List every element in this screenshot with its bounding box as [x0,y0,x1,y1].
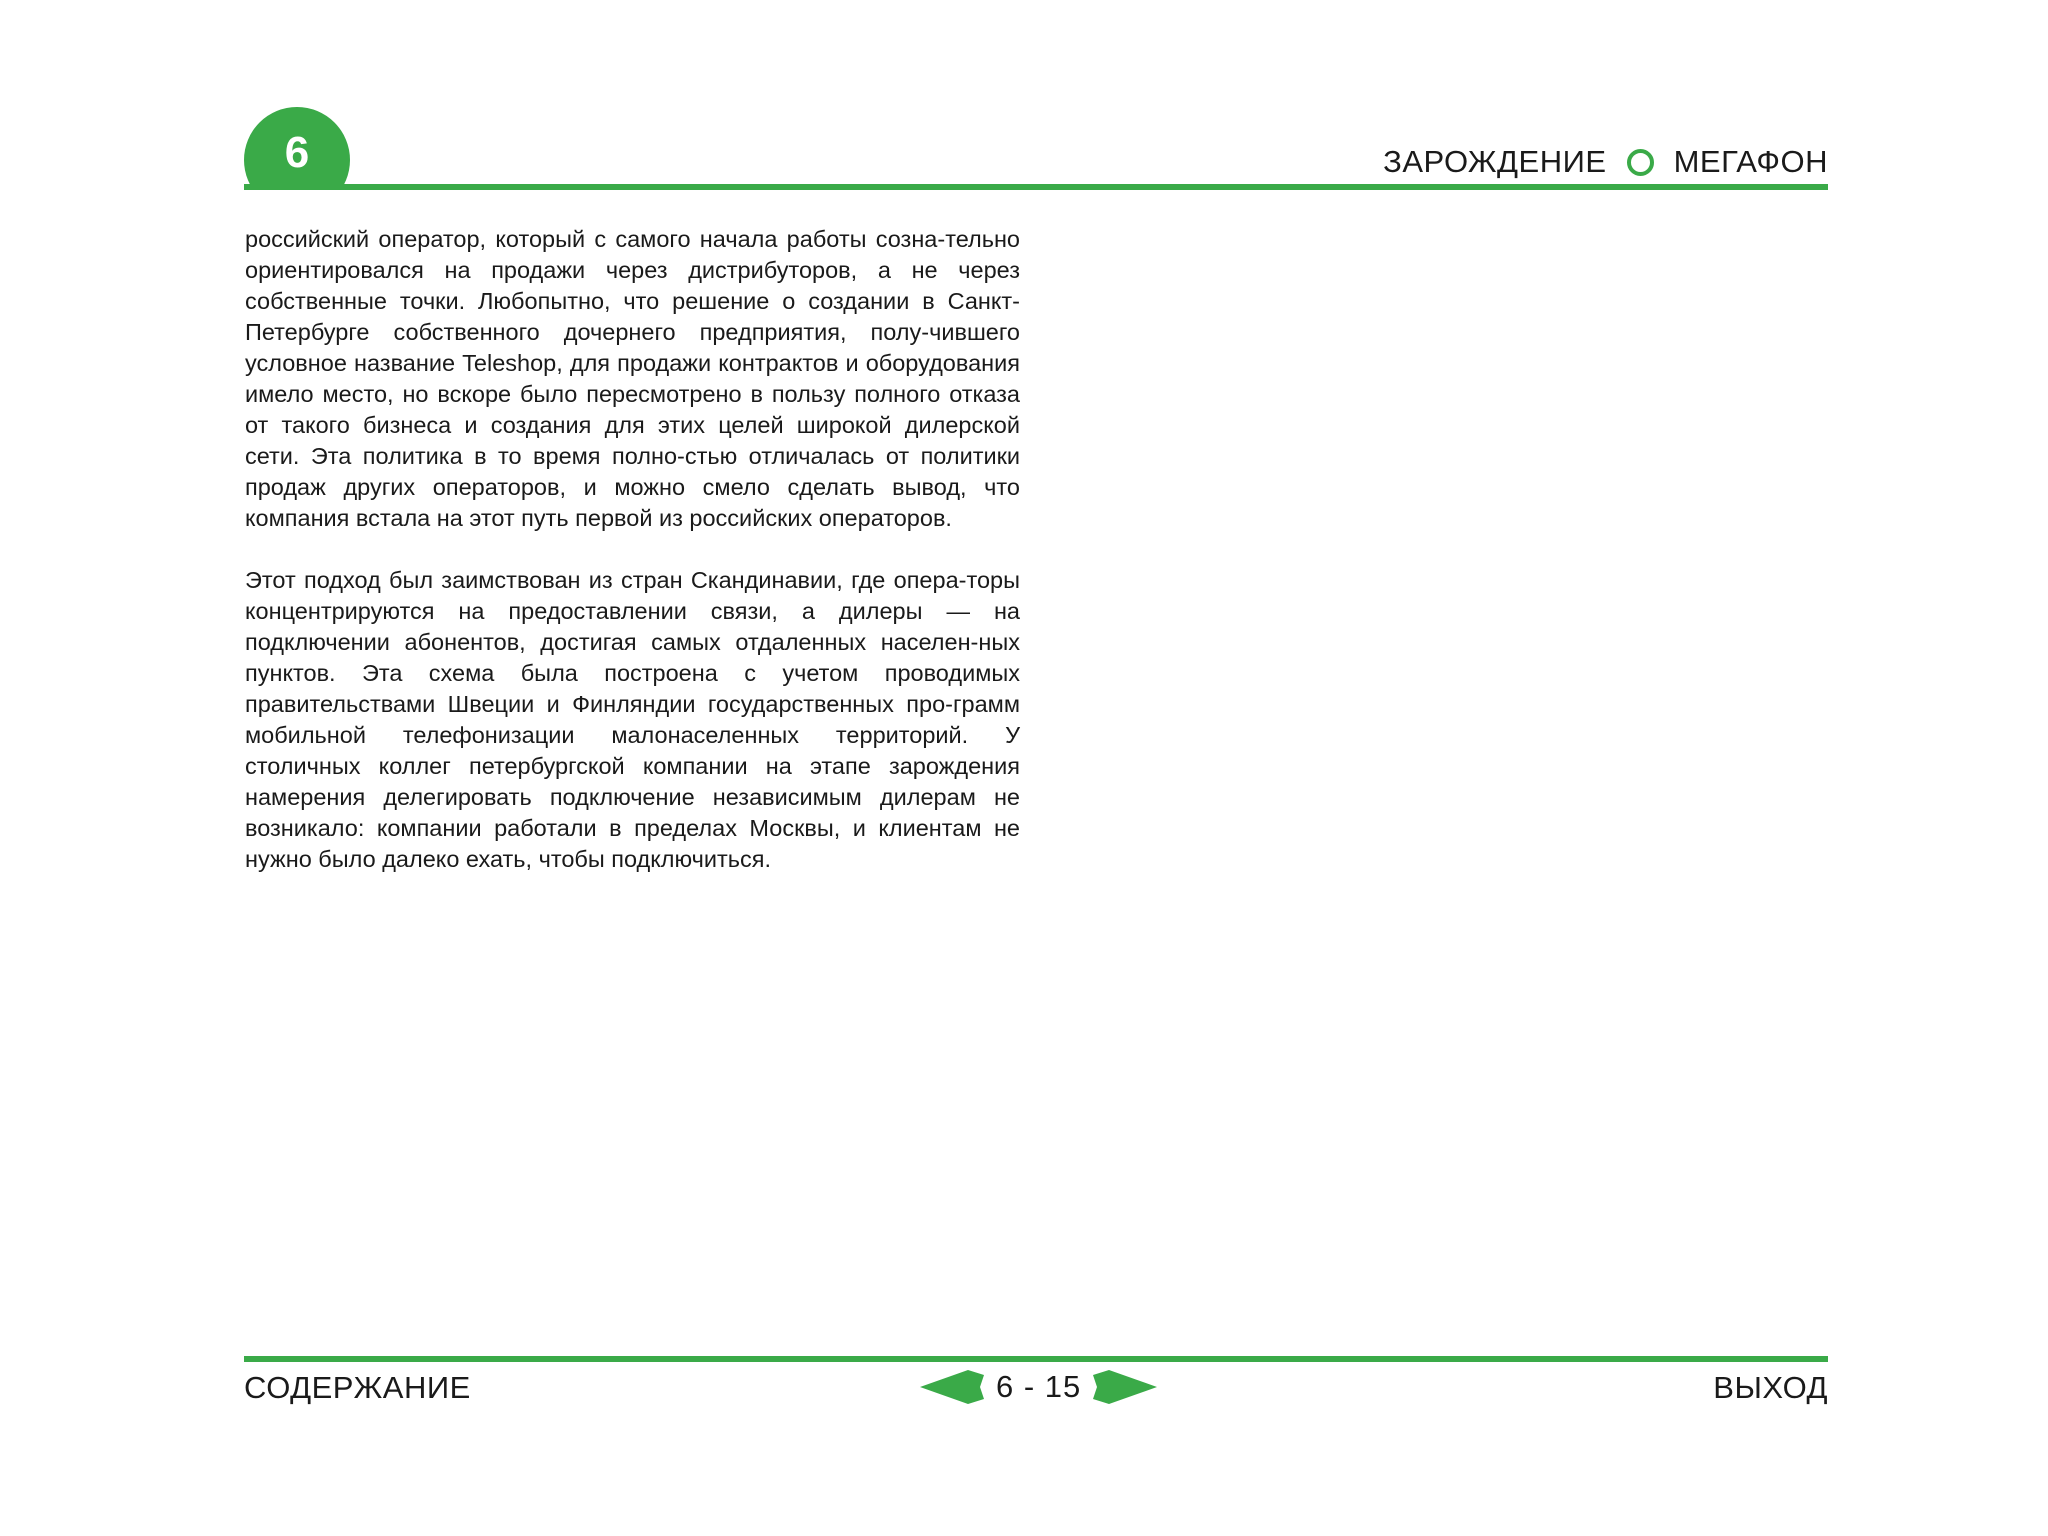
header-title [1383,144,1828,180]
contents-link[interactable]: СОДЕРЖАНИЕ [244,1370,471,1405]
paragraph-1: российский оператор, который с самого начала работы созна-тельно ориентировался на продажи через дистрибуторов, а не через собственные точки. Любопытно, что решение о создании в Санкт-Петербурге собственного дочернего предприятия, полу-чившего условное название Teleshop, для продажи контрактов и оборудования имело место, но вскоре было пересмотрено в пользу полного отказа от такого бизнеса и создания для этих целей широкой дилерской сети. Эта политика в то время полно-стью отличалась от политики продаж других операторов, и можно смело сделать вывод, что компания встала на этот путь первой из российских операторов. [245,226,1020,531]
arrow-left-icon[interactable] [920,1369,984,1405]
header-title-right: МЕГАФОН [1673,144,1828,179]
pager [920,1369,1157,1405]
header-title-left: ЗАРОЖДЕНИЕ [1383,144,1607,179]
exit-link[interactable]: ВЫХОД [1713,1370,1828,1405]
page-number: 6 - 15 [996,1369,1082,1404]
body-text [245,224,1020,906]
paragraph-2: Этот подход был заимствован из стран Скандинавии, где опера-торы концентрируются на предоставлении связи, а дилеры — на подключении абонентов, достигая самых отдаленных населен-ных пунктов. Эта схема была построена с учетом проводимых правительствами Швеции и Финляндии государственных про-грамм мобильной телефонизации малонаселенных территорий. У столичных коллег петербургской компании на этапе зарождения намерения делегировать подключение независимым дилерам не возникало: компании работали в пределах Москвы, и клиентам не нужно было далеко ехать, чтобы подключиться. [245,567,1020,872]
ring-icon [1627,149,1654,176]
arrow-right-icon[interactable] [1093,1369,1157,1405]
footer-rule [244,1356,1828,1362]
chapter-badge [236,100,361,188]
chapter-number: 6 [284,128,310,177]
header-rule [244,184,1828,190]
